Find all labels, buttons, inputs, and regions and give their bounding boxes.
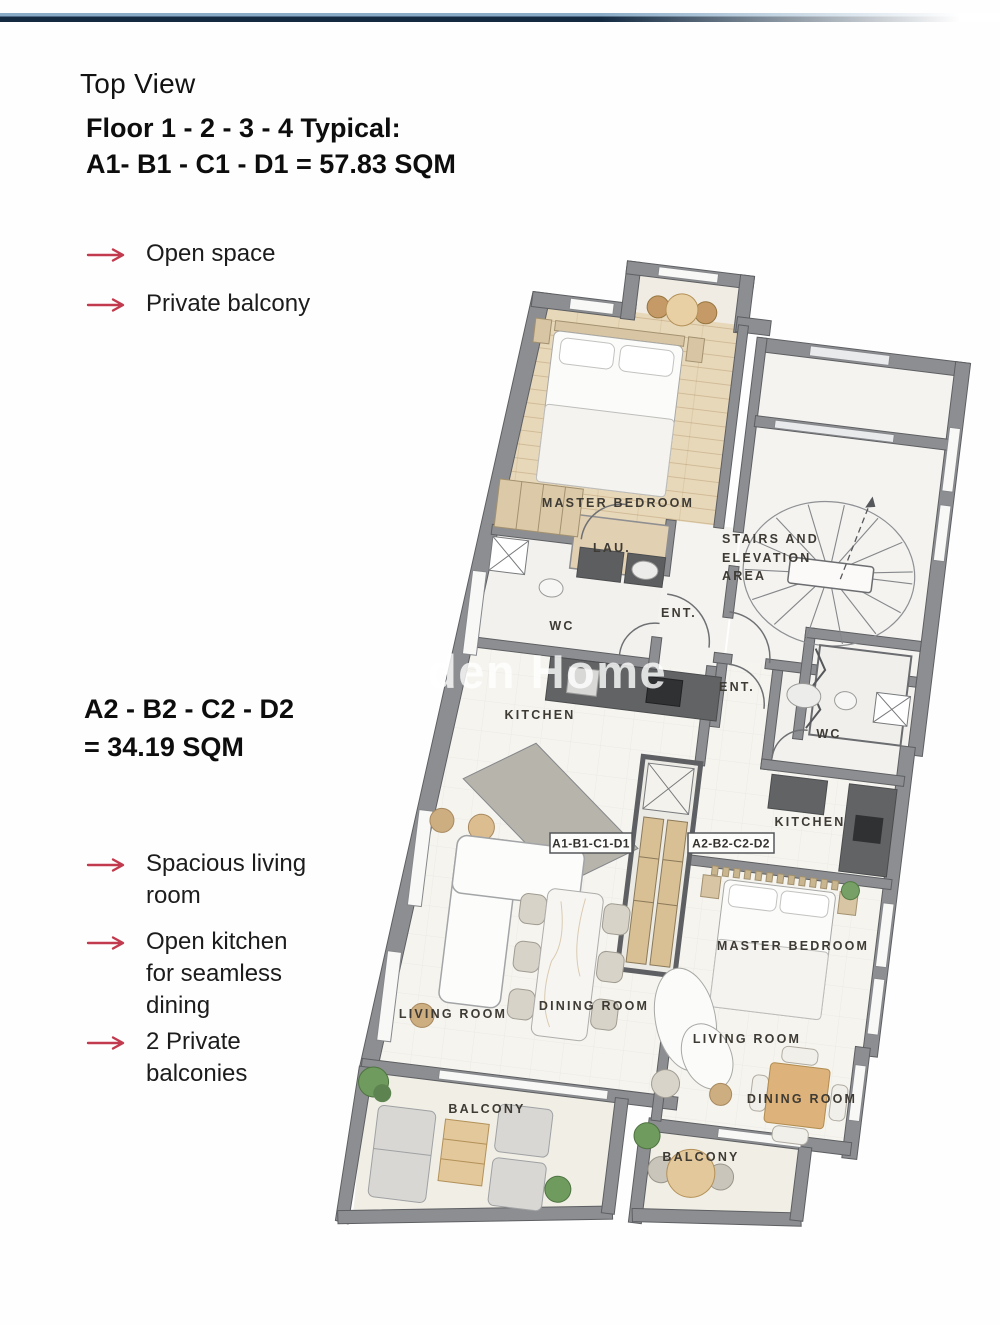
label-dining-room-2: DINING ROOM (746, 1092, 858, 1106)
label-kitchen-2: KITCHEN (774, 815, 846, 829)
feature-label: Private balcony (146, 290, 311, 317)
label-laundry: LAU. (593, 541, 631, 555)
label-living-room-2: LIVING ROOM (692, 1032, 802, 1046)
unit2-tag-label: A2-B2-C2-D2 (692, 836, 770, 851)
page-title: Top View (80, 68, 196, 99)
red-arrow-icon (86, 934, 130, 952)
feature-two-balconies (86, 1026, 247, 1090)
feature-label-line: room (146, 882, 201, 909)
label-ent-1: ENT. (661, 606, 697, 620)
label-stairs-1: STAIRS AND (722, 532, 819, 546)
label-stairs-3: AREA (722, 569, 767, 583)
feature-label-line: 2 Private (146, 1028, 241, 1055)
feature-open-space (86, 238, 275, 270)
label-balcony-2: BALCONY (662, 1150, 740, 1164)
red-arrow-icon (86, 856, 130, 874)
label-wc-2: WC (816, 727, 842, 741)
label-ent-2: ENT. (719, 680, 755, 694)
feature-label: Open space (146, 240, 276, 267)
watermark: den Home (428, 645, 668, 698)
plan-rotated-group (335, 240, 978, 1288)
unit2-spec-line2: = 34.19 SQM (84, 732, 244, 762)
label-master-bedroom-2: MASTER BEDROOM (716, 939, 870, 953)
feature-open-kitchen (86, 926, 287, 1022)
unit2-spec (84, 690, 294, 766)
feature-private-balcony (86, 288, 310, 320)
label-wc-1: WC (549, 619, 575, 633)
label-master-bedroom-1: MASTER BEDROOM (541, 496, 695, 510)
feature-label-line: for seamless (146, 960, 283, 987)
feature-label-line: dining (146, 992, 211, 1019)
red-arrow-icon (86, 1034, 130, 1052)
floor-spec (86, 110, 456, 182)
unit1-tag-label: A1-B1-C1-D1 (552, 836, 630, 851)
label-living-room-1: LIVING ROOM (398, 1007, 508, 1021)
floor-spec-line2: A1- B1 - C1 - D1 = 57.83 SQM (86, 149, 456, 179)
label-stairs-2: ELEVATION (722, 551, 812, 565)
red-arrow-icon (86, 246, 130, 264)
floor-spec-line1: Floor 1 - 2 - 3 - 4 Typical: (86, 113, 401, 143)
label-kitchen-1: KITCHEN (504, 708, 576, 722)
unit2-spec-line1: A2 - B2 - C2 - D2 (84, 694, 295, 724)
feature-spacious-living (86, 848, 306, 912)
feature-label-line: Open kitchen (146, 928, 288, 955)
label-dining-room-1: DINING ROOM (538, 999, 650, 1013)
feature-label-line: Spacious living (146, 850, 307, 877)
feature-label-line: balconies (146, 1060, 248, 1087)
red-arrow-icon (86, 296, 130, 314)
label-balcony-1: BALCONY (448, 1102, 526, 1116)
